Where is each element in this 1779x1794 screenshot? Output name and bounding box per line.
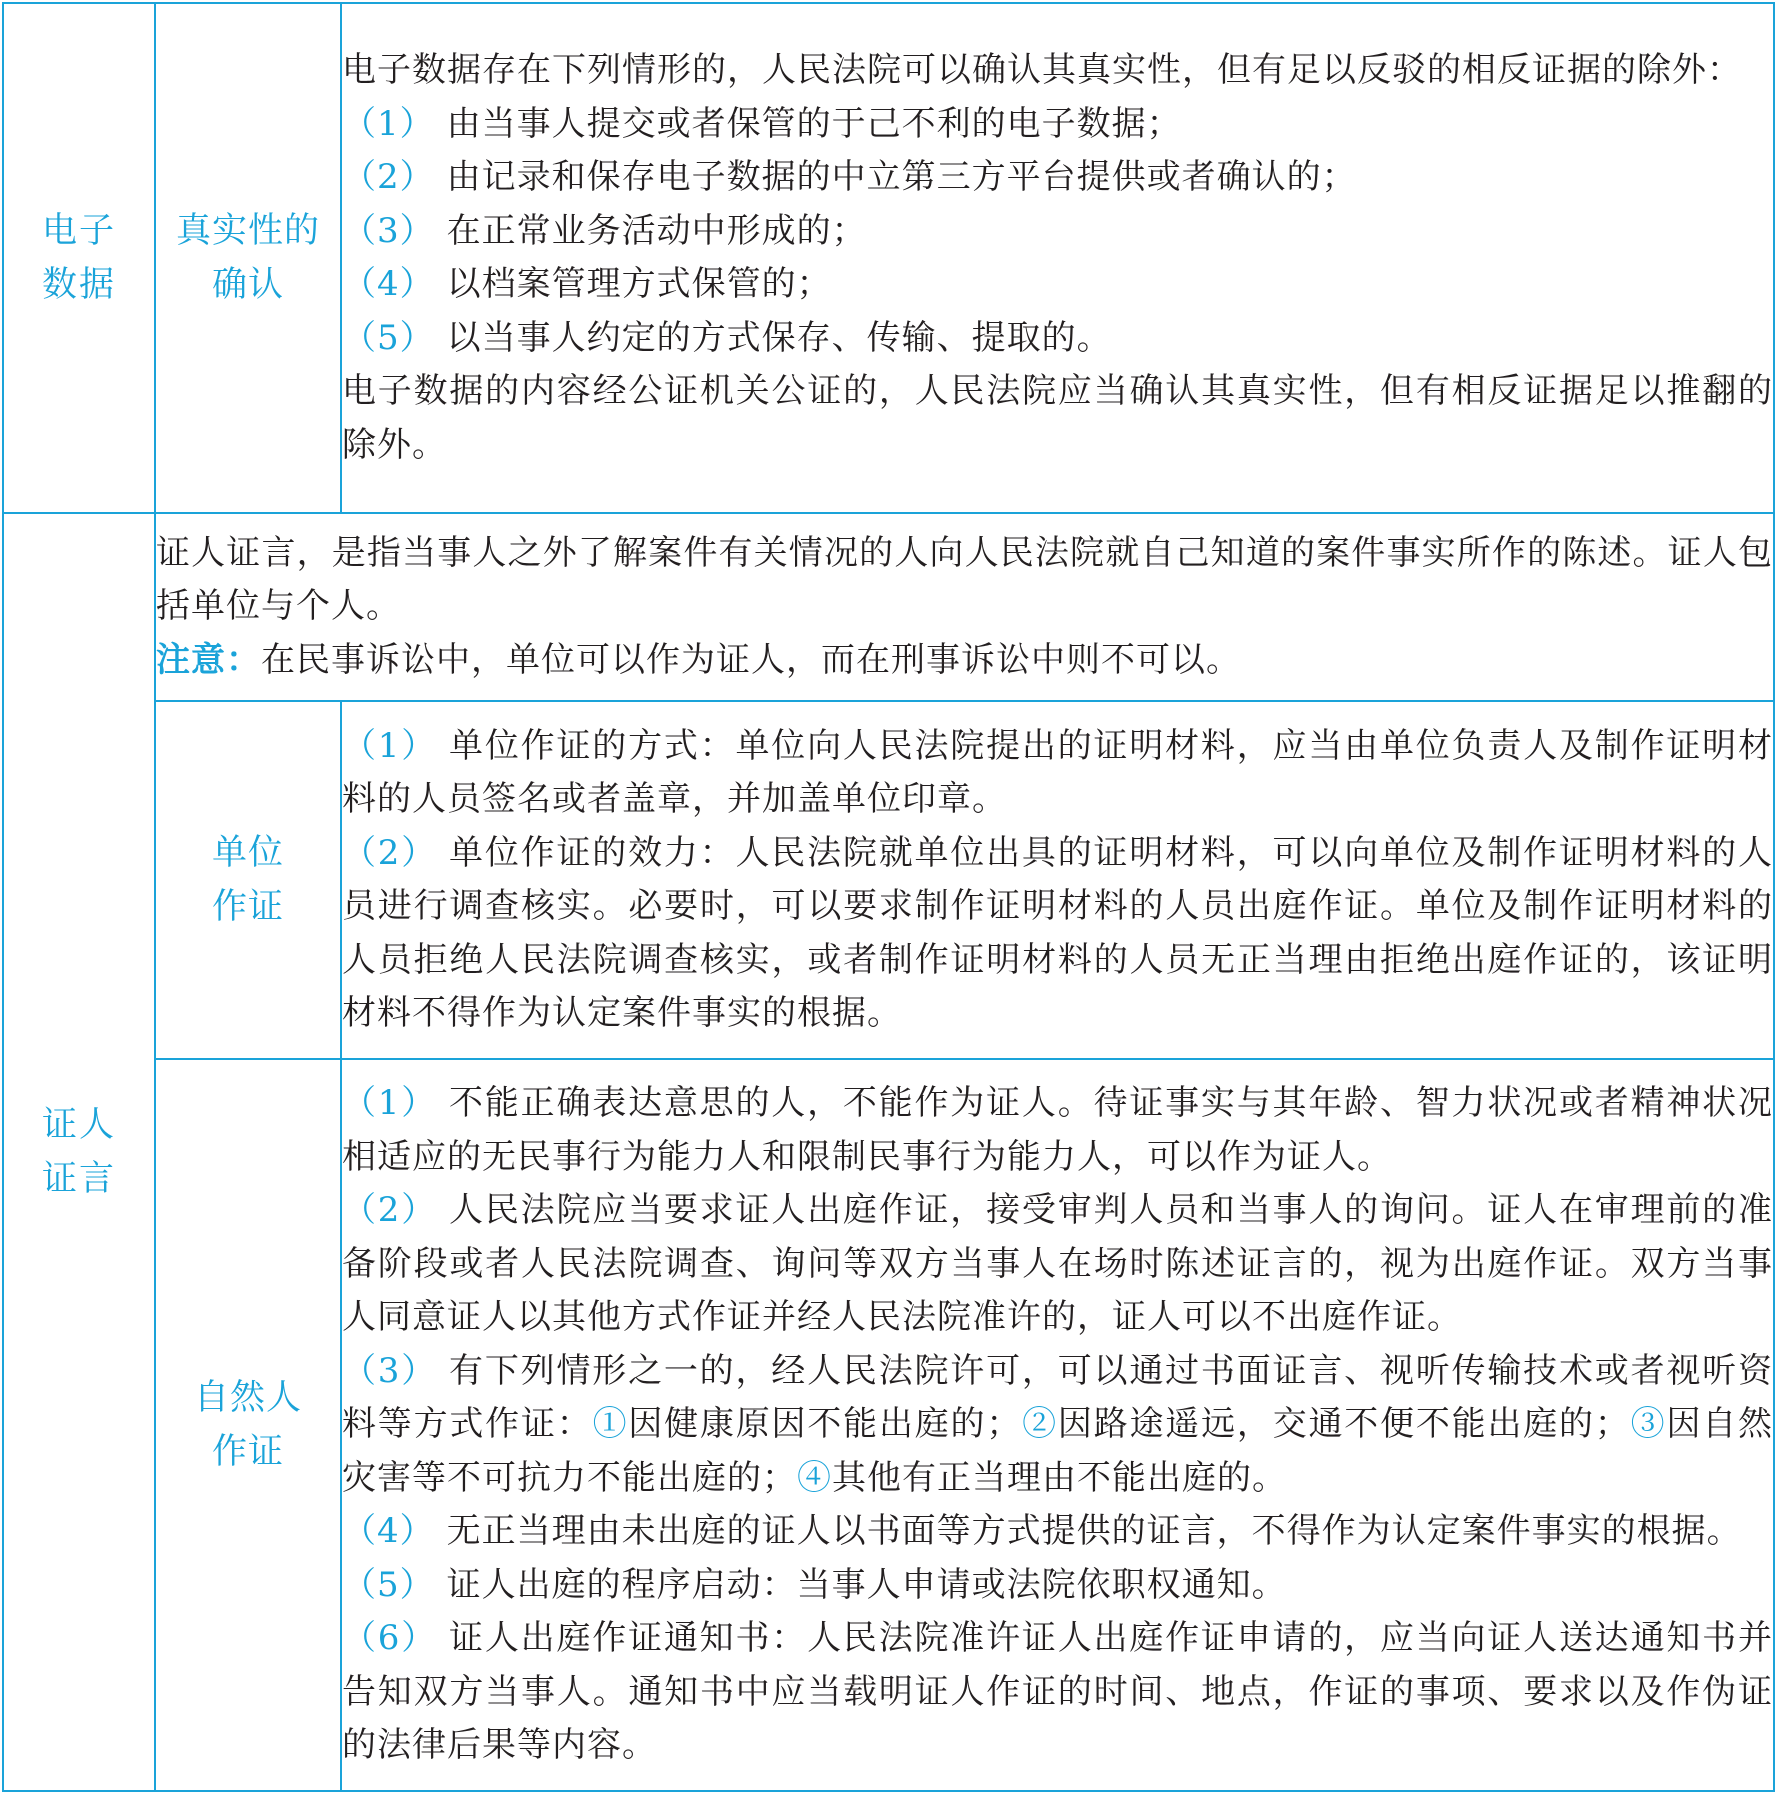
item-number: （2） (342, 157, 435, 197)
list-item (342, 1077, 1773, 1184)
item-text: 以当事人约定的方式保存、传输、提取的。 (446, 317, 1112, 358)
item-number: （1） (342, 103, 435, 144)
intro-paragraph: 电子数据存在下列情形的，人民法院可以确认其真实性，但有足以反驳的相反证据的除外： (342, 50, 1742, 90)
note-text: 在民事诉讼中，单位可以作为证人，而在刑事诉讼中则不可以。 (261, 639, 1241, 680)
item-text: 因自然灾害等不可抗力不能出庭的； (342, 1404, 1774, 1498)
item-number: （4） (342, 1511, 435, 1552)
item-text: 因路途遥远，交通不便不能出庭的； (1057, 1404, 1630, 1445)
item-text: 单位作证的方式：单位向人民法院提出的证明材料，应当由单位负责人及制作证明材料的人员签名或者盖章，并加盖单位印章。 (342, 725, 1773, 819)
unit-testimony-content (341, 701, 1774, 1059)
item-text: 以档案管理方式保管的； (446, 264, 832, 304)
item-text: 人民法院应当要求证人出庭作证，接受审判人员和当事人的询问。证人在审理前的准备阶段或者人民法院调查、询问等双方当事人在场时陈述证言的，视为出庭作证。双方当事人同意证人以其他方式作证并经人民法院准许的，证人可以不出庭作证。 (342, 1190, 1773, 1338)
sub-line: 自然人 (193, 1378, 302, 1418)
item-text: 在正常业务活动中形成的； (446, 210, 867, 251)
item-number: （6） (342, 1618, 438, 1659)
sub-line: 真实性的 (175, 211, 320, 251)
item-text: 无正当理由未出庭的证人以书面等方式提供的证言，不得作为认定案件事实的根据。 (446, 1511, 1742, 1552)
item-number: （1） (342, 1083, 438, 1124)
item-number: （3） (342, 1350, 438, 1391)
list-item (342, 98, 1773, 152)
sub-line: 单位 (211, 833, 284, 873)
list-item (342, 827, 1773, 1041)
circled-number: ② (1021, 1404, 1058, 1445)
list-item (342, 1184, 1773, 1345)
outro-paragraph: 电子数据的内容经公证机关公证的，人民法院应当确认其真实性，但有相反证据足以推翻的除外。 (342, 371, 1773, 465)
list-item (342, 1505, 1773, 1559)
sub-authenticity-confirmation (155, 3, 341, 513)
list-item (342, 720, 1773, 827)
list-item (342, 205, 1773, 259)
list-item (342, 258, 1773, 312)
note-label: 注意： (156, 639, 261, 680)
electronic-data-content (341, 3, 1774, 513)
note-paragraph (156, 634, 1773, 688)
unit-testimony-row (3, 701, 1774, 1059)
list-item (342, 151, 1773, 205)
list-item (342, 1559, 1773, 1613)
item-text: 证人出庭的程序启动：当事人申请或法院依职权通知。 (446, 1564, 1287, 1605)
item-text: 证人出庭作证通知书：人民法院准许证人出庭作证申请的，应当向证人送达通知书并告知双方当事人。通知书中应当载明证人作证的时间、地点，作证的事项、要求以及作伪证的法律后果等内容。 (342, 1618, 1773, 1766)
natural-person-testimony-content (341, 1059, 1774, 1791)
item-text: 有下列情形之一的，经人民法院许可，可以通过书面证言、视听传输技术或者视听资料等方式作证： (342, 1350, 1773, 1445)
list-item (342, 312, 1773, 366)
circled-number: ④ (797, 1457, 832, 1498)
item-text: 由当事人提交或者保管的于己不利的电子数据； (446, 103, 1182, 144)
sub-natural-person-testimony (155, 1059, 341, 1791)
witness-definition (155, 513, 1774, 701)
category-witness-testimony (3, 513, 155, 1791)
law-table (2, 2, 1775, 1792)
circled-number: ① (592, 1404, 629, 1445)
sub-line: 确认 (211, 265, 284, 305)
category-electronic-data (3, 3, 155, 513)
category-line: 数据 (41, 265, 116, 305)
circled-number: ③ (1629, 1404, 1667, 1445)
witness-definition-row (3, 513, 1774, 701)
natural-person-testimony-row (3, 1059, 1774, 1791)
item-text: 其他有正当理由不能出庭的。 (832, 1457, 1287, 1498)
item-number: （4） (342, 264, 435, 304)
item-text: 因健康原因不能出庭的； (628, 1404, 1022, 1445)
list-item (342, 1345, 1773, 1506)
item-number: （1） (342, 725, 438, 766)
item-number: （2） (342, 1190, 438, 1231)
sub-line: 作证 (211, 1432, 284, 1472)
item-text: 单位作证的效力：人民法院就单位出具的证明材料，可以向单位及制作证明材料的人员进行调查核实。必要时，可以要求制作证明材料的人员出庭作证。单位及制作证明材料的人员拒绝人民法院调查核实，或者制作证明材料的人员无正当理由拒绝出庭作证的，该证明材料不得作为认定案件事实的根据。 (342, 832, 1773, 1033)
item-text: 不能正确表达意思的人，不能作为证人。待证事实与其年龄、智力状况或者精神状况相适应的无民事行为能力人和限制民事行为能力人，可以作为证人。 (342, 1083, 1773, 1177)
electronic-data-row (3, 3, 1774, 513)
category-line: 证言 (41, 1159, 116, 1199)
item-number: （2） (342, 832, 438, 873)
definition-paragraph: 证人证言，是指当事人之外了解案件有关情况的人向人民法院就自己知道的案件事实所作的陈述。证人包括单位与个人。 (156, 532, 1773, 627)
item-number: （5） (342, 1564, 435, 1605)
item-number: （3） (342, 210, 435, 251)
item-text: 由记录和保存电子数据的中立第三方平台提供或者确认的； (446, 157, 1357, 197)
sub-line: 作证 (211, 887, 284, 927)
sub-unit-testimony (155, 701, 341, 1059)
category-line: 电子 (41, 211, 116, 251)
item-number: （5） (342, 317, 435, 358)
category-line: 证人 (41, 1105, 116, 1145)
list-item (342, 1612, 1773, 1773)
